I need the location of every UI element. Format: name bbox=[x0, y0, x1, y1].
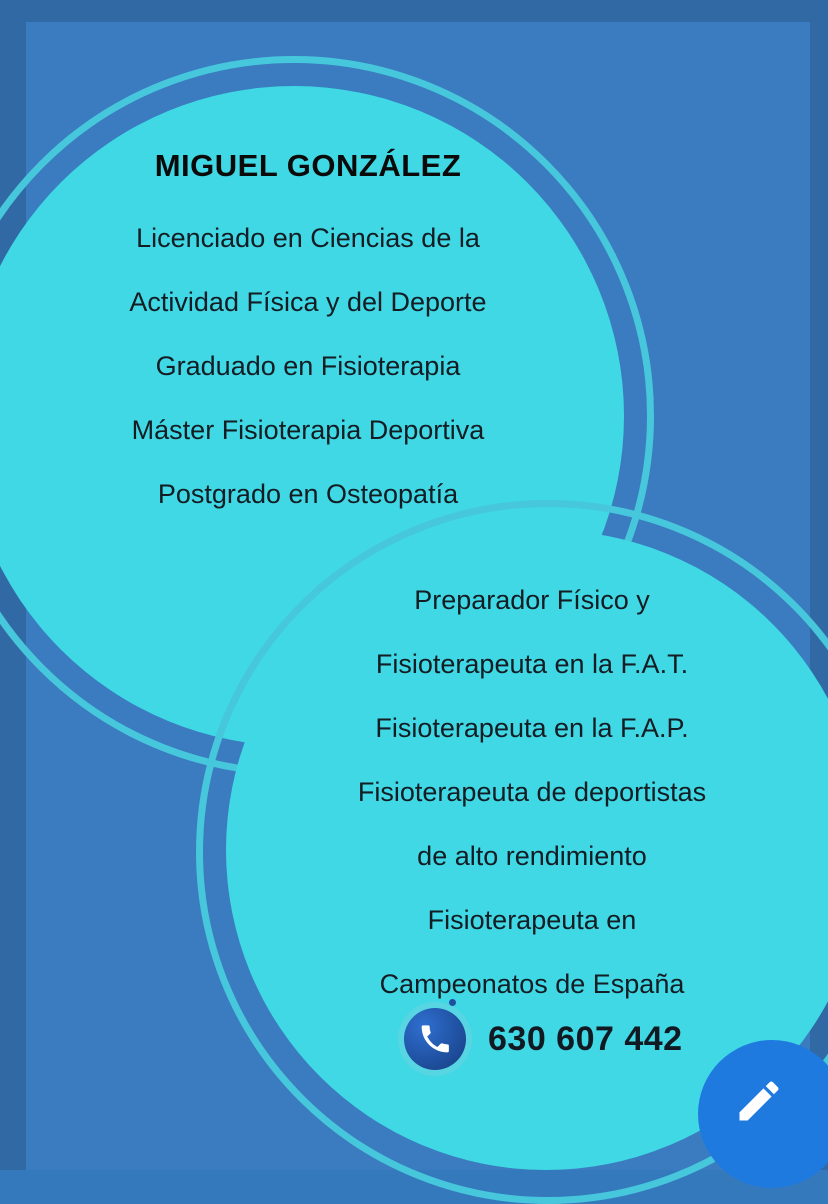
experience-line: Fisioterapeuta en la F.A.T. bbox=[375, 649, 689, 679]
qualifications-block bbox=[28, 148, 588, 526]
experience-line: Fisioterapeuta de deportistas bbox=[357, 777, 707, 807]
qualification-line: Máster Fisioterapia Deportiva bbox=[131, 415, 485, 445]
experience-line: Fisioterapeuta en la F.A.P. bbox=[375, 713, 689, 743]
contact-phone-row[interactable] bbox=[404, 1008, 683, 1070]
background-edge-top bbox=[0, 0, 828, 22]
phone-number[interactable]: 630 607 442 bbox=[488, 1019, 683, 1058]
profile-name: MIGUEL GONZÁLEZ bbox=[154, 148, 462, 183]
phone-icon-dot bbox=[449, 999, 456, 1006]
qualification-line: Actividad Física y del Deporte bbox=[129, 287, 487, 317]
qualification-line: Licenciado en Ciencias de la bbox=[136, 223, 480, 253]
qualification-line: Postgrado en Osteopatía bbox=[157, 479, 459, 509]
experience-line: Campeonatos de España bbox=[379, 969, 685, 999]
experience-line: Preparador Físico y bbox=[414, 585, 650, 615]
phone-icon[interactable] bbox=[404, 1008, 466, 1070]
experience-line: de alto rendimiento bbox=[417, 841, 647, 871]
qualification-line: Graduado en Fisioterapia bbox=[155, 351, 461, 381]
compose-pencil-icon[interactable] bbox=[698, 1040, 828, 1188]
experience-line: Fisioterapeuta en bbox=[427, 905, 637, 935]
experience-block bbox=[262, 568, 802, 1016]
